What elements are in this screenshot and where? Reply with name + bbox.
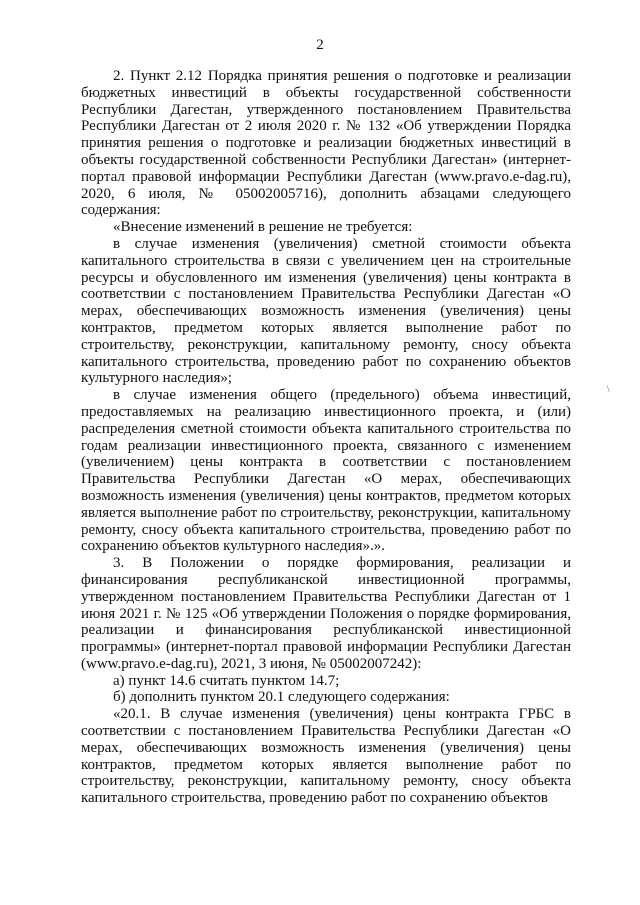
paragraph-subitem-b: б) дополнить пунктом 20.1 следующего содержания: <box>113 689 450 706</box>
paragraph-item-2: 2. Пункт 2.12 Порядка принятия решения о подготовке и реализации бюджетных инвестиций в объекты государственной собственности Республики Дагестан, утвержденного постановлением Правительства Республики Дагестан от 2 июля 2020 г. № 132 «Об утверждении Порядка принятия решения о подготовке и реализации бюджетных инвестиций в объекты государственной собственности Республики Дагестан» (интернет-портал правовой информации Республики Дагестан (www.pravo.e-dag.ru), 2020, 6 июля, № 05002005716), дополнить абзацами следующего содержания: <box>81 68 571 219</box>
paragraph-item-3: 3. В Положении о порядке формирования, реализации и финансирования республиканской инвестиционной программы, утвержденном постановлением Правительства Республики Дагестан от 1 июня 2021 г. № 125 «Об утверждении Положения о порядке формирования, реализации и финансирования республиканской инвестиционной программы» (интернет-портал правовой информации Республики Дагестан (www.pravo.e-dag.ru), 2021, 3 июня, № 05002007242): <box>81 555 571 672</box>
paragraph-subitem-a: а) пункт 14.6 считать пунктом 14.7; <box>113 672 340 689</box>
document-body <box>81 68 571 807</box>
paragraph-case-estimate-cost: в случае изменения (увеличения) сметной стоимости объекта капитального строительства в связи с увеличением цен на строительные ресурсы и обусловленного им изменения (увеличения) цены контракта в соответствии с постановлением Правительства Республики Дагестан «О мерах, обеспечивающих возможность изменения (увеличения) цены контрактов, предметом которых является выполнение работ по строительству, реконструкции, капитальному ремонту, сносу объекта капитального строительства, проведению работ по сохранению объектов культурного наследия»; <box>81 235 571 387</box>
paragraph-quote-intro: «Внесение изменений в решение не требуется: <box>113 219 413 236</box>
scan-artifact-mark: \ <box>607 384 610 394</box>
paragraph-point-20-1: «20.1. В случае изменения (увеличения) цены контракта ГРБС в соответствии с постановлением Правительства Республики Дагестан «О мерах, обеспечивающих возможность изменения (увеличения) цены контрактов, предметом которых является выполнение работ по строительству, реконструкции, капитальному ремонту, сносу объекта капитального строительства, проведению работ по сохранению объектов <box>81 706 571 807</box>
paragraph-case-investment-volume: в случае изменения общего (предельного) объема инвестиций, предоставляемых на реализацию инвестиционного проекта, и (или) распределения сметной стоимости объекта капитального строительства по годам реализации инвестиционного проекта, связанного с изменением (увеличением) цены контракта в соответствии с постановлением Правительства Республики Дагестан «О мерах, обеспечивающих возможность изменения (увеличения) цены контрактов, предметом которых является выполнение работ по строительству, реконструкции, капитальному ремонту, сносу объекта капитального строительства, проведению работ по сохранению объектов культурного наследия».». <box>81 387 571 555</box>
page-number: 2 <box>316 37 324 53</box>
